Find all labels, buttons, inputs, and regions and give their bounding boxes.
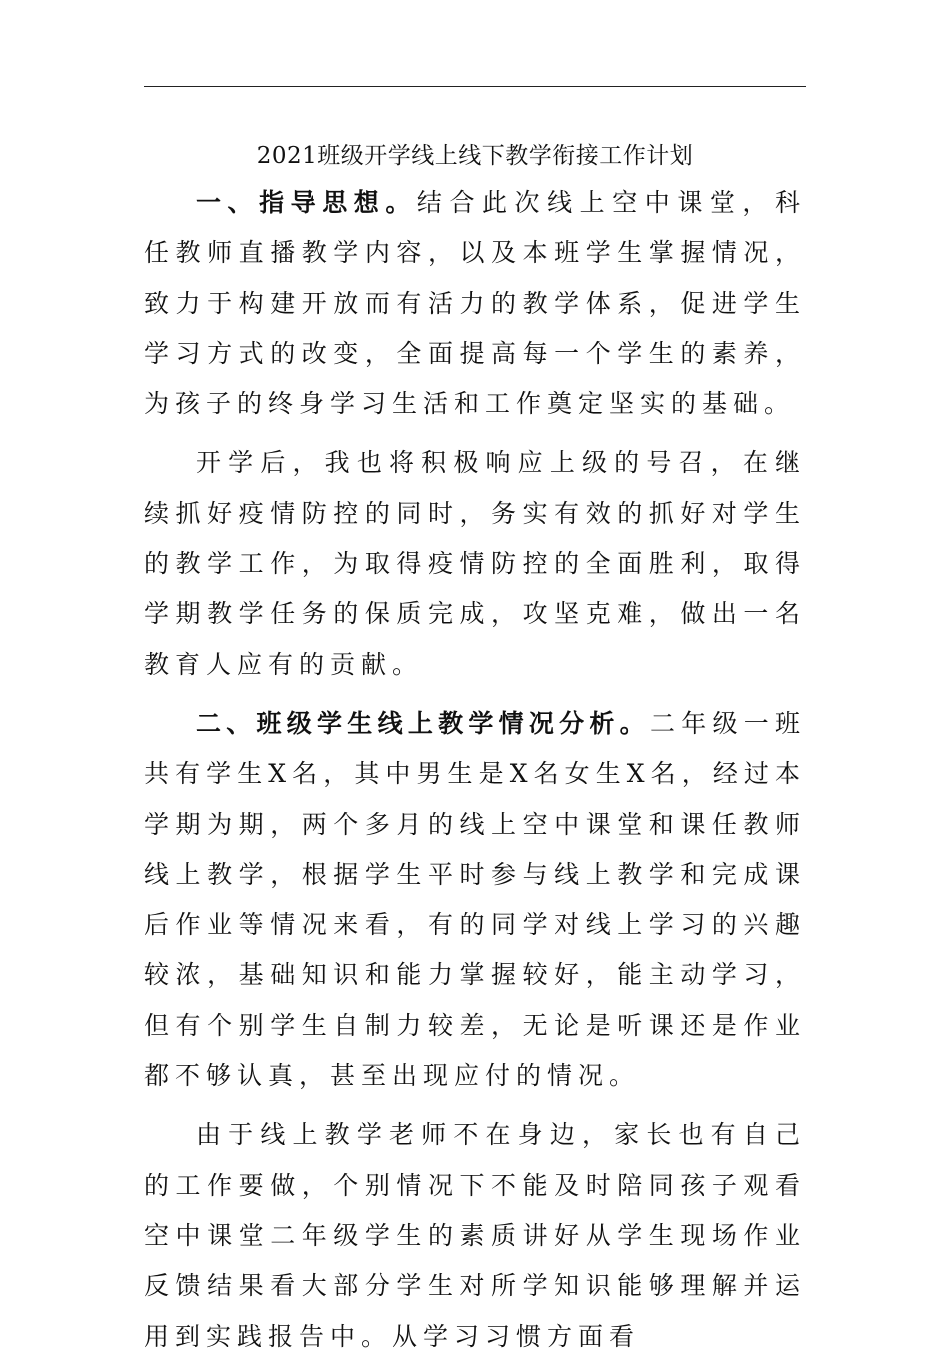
document-body	[144, 178, 806, 1371]
paragraph-text: 由于线上教学老师不在身边，家长也有自己的工作要做，个别情况下不能及时陪同孩子观看空中课堂二年级学生的素质讲好从学生现场作业反馈结果看大部分学生对所学知识能够理解并运用到实践报告中。从学习习惯方面看	[144, 1120, 806, 1351]
paragraph-after-school-start	[144, 438, 806, 689]
paragraph-guiding-ideology	[144, 178, 806, 429]
header-divider	[144, 86, 806, 87]
paragraph-text: 二年级一班共有学生X名，其中男生是X名女生X名，经过本学期为期，两个多月的线上空中课堂和课任教师线上教学，根据学生平时参与线上教学和完成课后作业等情况来看，有的同学对线上学习的兴趣较浓，基础知识和能力掌握较好，能主动学习，但有个别学生自制力较差，无论是听课还是作业都不够认真，甚至出现应付的情况。	[144, 708, 806, 1091]
section-heading-1: 一、指导思想。	[196, 188, 417, 217]
document-title: 2021班级开学线上线下教学衔接工作计划	[256, 143, 694, 169]
paragraph-online-teaching	[144, 1110, 806, 1361]
paragraph-class-analysis	[144, 699, 806, 1101]
section-heading-2: 二、班级学生线上教学情况分析。	[196, 708, 650, 738]
paragraph-text: 结合此次线上空中课堂，科任教师直播教学内容，以及本班学生掌握情况，致力于构建开放而有活力的教学体系，促进学生学习方式的改变，全面提高每一个学生的素养，为孩子的终身学习生活和工作奠定坚实的基础。	[144, 188, 806, 419]
paragraph-text: 开学后，我也将积极响应上级的号召，在继续抓好疫情防控的同时，务实有效的抓好对学生的教学工作，为取得疫情防控的全面胜利，取得学期教学任务的保质完成，攻坚克难，做出一名教育人应有的贡献。	[144, 448, 806, 679]
